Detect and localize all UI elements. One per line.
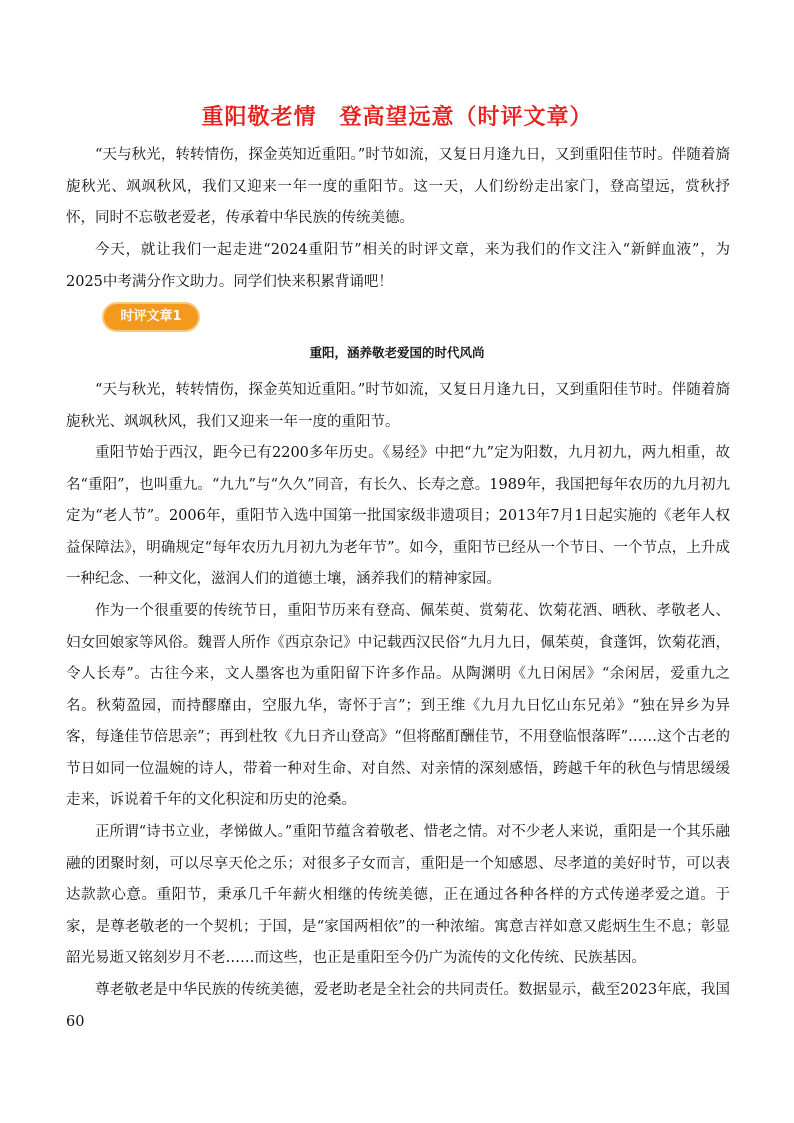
article-paragraph-4: 正所谓“诗书立业，孝悌做人。”重阳节蕴含着敬老、惜老之情。对不少老人来说，重阳是一个其乐融融的团聚时刻，可以尽享天伦之乐；对很多子女而言，重阳是一个知感恩、尽孝道的美好时节，可以表达款款心意。重阳节，秉承几千年薪火相继的传统美德，正在通过各种各样的方式传递孝爱之道。于家，是尊老敬老的一个契机；于国，是“家国两相依”的一种浓缩。寓意吉祥如意又彪炳生生不息；彰显韶光易逝又铭刻岁月不老……而这些，也正是重阳至今仍广为流传的文化传统、民族基因。 [66,824,730,966]
section-badge: 时评文章1 [104,304,198,330]
article-paragraph-5: 尊老敬老是中华民族的传统美德，爱老助老是全社会的共同责任。数据显示，截至2023年底，我国60 [66,982,730,1030]
article-paragraph-1: “天与秋光，转转情伤，探金英知近重阳。”时节如流，又复日月逢九日，又到重阳佳节时。伴随着旖旎秋光、飒飒秋风，我们又迎来一年一度的重阳节。 [66,382,730,430]
intro-paragraph-1: “天与秋光，转转情伤，探金英知近重阳。”时节如流，又复日月逢九日，又到重阳佳节时。伴随着旖旎秋光、飒飒秋风，我们又迎来一年一度的重阳节。这一天，人们纷纷走出家门，登高望远，赏秋抒怀，同时不忘敬老爱老，传承着中华民族的传统美德。 [66,147,730,226]
article-paragraph-2: 重阳节始于西汉，距今已有2200多年历史。《易经》中把“九”定为阳数，九月初九，两九相重，故名“重阳”，也叫重九。“九九”与“久久”同音，有长久、长寿之意。1989年，我国把每年农历的九月初九定为“老人节”。2006年，重阳节入选中国第一批国家级非遗项目；2013年7月1日起实施的《老年人权益保障法》，明确规定“每年农历九月初九为老年节”。如今，重阳节已经从一个节日、一个节点，上升成一种纪念、一种文化，滋润人们的道德土壤，涵养我们的精神家园。 [66,445,730,587]
page-title: 重阳敬老情 登高望远意（时评文章） [201,105,593,130]
article-heading: 重阳，涵养敬老爱国的时代风尚 [309,345,485,360]
article-paragraph-3: 作为一个很重要的传统节日，重阳节历来有登高、佩茱萸、赏菊花、饮菊花酒、晒秋、孝敬老人、妇女回娘家等风俗。魏晋人所作《西京杂记》中记载西汉民俗“九月九日，佩茱萸，食蓬饵，饮菊花酒，令人长寿”。古往今来，文人墨客也为重阳留下许多作品。从陶渊明《九日闲居》“余闲居，爱重九之名。秋菊盈园，而持醪靡由，空服九华，寄怀于言”；到王维《九月九日忆山东兄弟》“独在异乡为异客，每逢佳节倍思亲”；再到杜牧《九日齐山登高》“但将酩酊酬佳节，不用登临恨落晖”……这个古老的节日如同一位温婉的诗人，带着一种对生命、对自然、对亲情的深刻感悟，跨越千年的秋色与情思缓缓走来，诉说着千年的文化积淀和历史的沧桑。 [66,603,730,808]
intro-paragraph-2: 今天，就让我们一起走进“2024重阳节”相关的时评文章，来为我们的作文注入“新鲜血液”，为2025中考满分作文助力。同学们快来积累背诵吧！ [66,242,730,290]
